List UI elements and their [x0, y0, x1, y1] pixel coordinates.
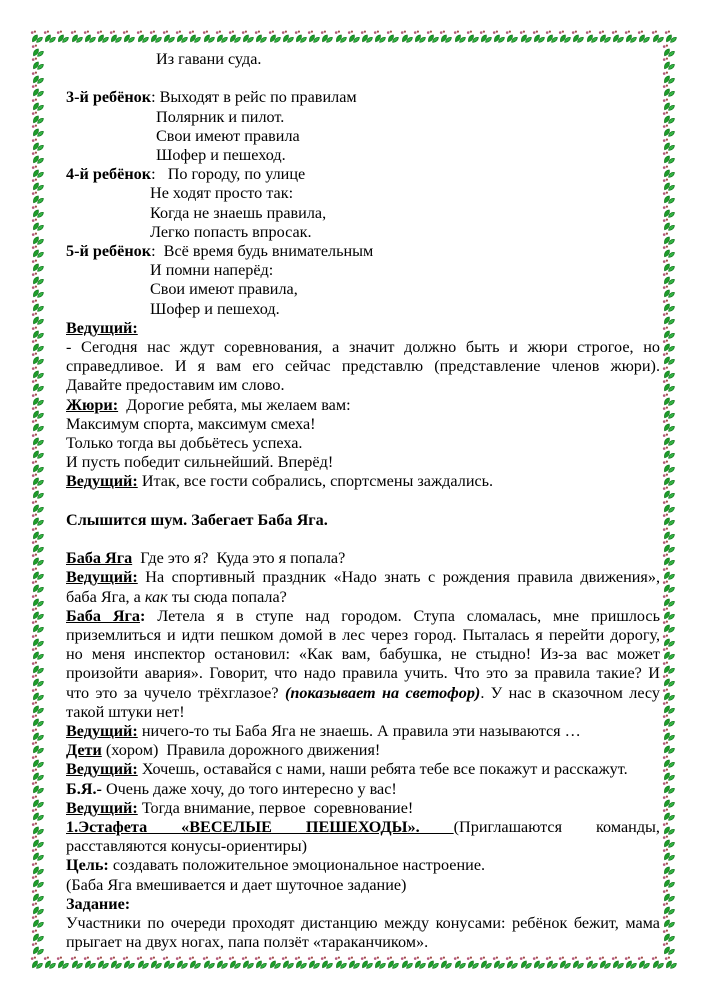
holly-sprig-icon	[31, 178, 44, 191]
holly-sprig-icon	[662, 567, 675, 580]
holly-sprig-icon	[558, 956, 571, 969]
holly-sprig-icon	[662, 245, 675, 258]
holly-sprig-icon	[31, 942, 44, 955]
holly-sprig-icon	[320, 30, 333, 43]
holly-sprig-icon	[31, 889, 44, 902]
holly-sprig-icon	[662, 98, 675, 111]
holly-sprig-icon	[307, 30, 320, 43]
decorative-border-top	[30, 30, 677, 44]
holly-sprig-icon	[31, 929, 44, 942]
holly-sprig-icon	[662, 339, 675, 352]
holly-sprig-icon	[31, 500, 44, 513]
holly-sprig-icon	[31, 151, 44, 164]
holly-sprig-icon	[31, 393, 44, 406]
holly-sprig-icon	[662, 205, 675, 218]
holly-sprig-icon	[662, 594, 675, 607]
holly-sprig-icon	[31, 111, 44, 124]
holly-sprig-icon	[31, 366, 44, 379]
holly-sprig-icon	[598, 30, 611, 43]
text-line: приземлиться и идти пешком домой в лес через город. Пыталась я перейти дорогу,	[66, 626, 660, 645]
holly-sprig-icon	[31, 406, 44, 419]
holly-sprig-icon	[70, 956, 83, 969]
holly-sprig-icon	[611, 956, 624, 969]
holly-sprig-icon	[400, 30, 413, 43]
holly-sprig-icon	[268, 956, 281, 969]
holly-sprig-icon	[545, 30, 558, 43]
holly-sprig-icon	[175, 30, 188, 43]
holly-sprig-icon	[662, 661, 675, 674]
holly-sprig-icon	[31, 915, 44, 928]
holly-sprig-icon	[453, 956, 466, 969]
holly-sprig-icon	[662, 285, 675, 298]
holly-sprig-icon	[31, 191, 44, 204]
holly-sprig-icon	[31, 848, 44, 861]
holly-sprig-icon	[571, 956, 584, 969]
holly-sprig-icon	[373, 30, 386, 43]
holly-sprig-icon	[241, 956, 254, 969]
holly-sprig-icon	[31, 553, 44, 566]
text-line: такой штуки нет!	[66, 702, 185, 721]
text-line: И помни наперёд:	[150, 261, 274, 280]
holly-sprig-icon	[662, 728, 675, 741]
holly-sprig-icon	[320, 956, 333, 969]
holly-sprig-icon	[31, 446, 44, 459]
holly-sprig-icon	[662, 460, 675, 473]
holly-sprig-icon	[611, 30, 624, 43]
holly-sprig-icon	[31, 433, 44, 446]
holly-sprig-icon	[662, 191, 675, 204]
holly-sprig-icon	[96, 956, 109, 969]
holly-sprig-icon	[439, 956, 452, 969]
holly-sprig-icon	[532, 30, 545, 43]
holly-sprig-icon	[215, 956, 228, 969]
text-line: Свои имеют правила,	[150, 280, 298, 299]
holly-sprig-icon	[122, 956, 135, 969]
holly-sprig-icon	[400, 956, 413, 969]
holly-sprig-icon	[122, 30, 135, 43]
holly-sprig-icon	[281, 30, 294, 43]
holly-sprig-icon	[30, 30, 43, 43]
holly-sprig-icon	[215, 30, 228, 43]
holly-sprig-icon	[662, 312, 675, 325]
holly-sprig-icon	[466, 956, 479, 969]
holly-sprig-icon	[662, 433, 675, 446]
text-line: Дети (хором) Правила дорожного движения!	[66, 741, 381, 760]
holly-sprig-icon	[662, 929, 675, 942]
holly-sprig-icon	[31, 902, 44, 915]
holly-sprig-icon	[31, 540, 44, 553]
holly-sprig-icon	[31, 822, 44, 835]
holly-sprig-icon	[31, 808, 44, 821]
text-line: Легко попасть впросак.	[150, 222, 312, 241]
holly-sprig-icon	[662, 124, 675, 137]
holly-sprig-icon	[505, 956, 518, 969]
holly-sprig-icon	[624, 956, 637, 969]
text-line: Не ходят просто так:	[150, 184, 294, 203]
holly-sprig-icon	[43, 30, 56, 43]
text-line: Б.Я.- Очень даже хочу, до того интересно у вас!	[66, 779, 397, 798]
holly-sprig-icon	[453, 30, 466, 43]
holly-sprig-icon	[281, 956, 294, 969]
holly-sprig-icon	[202, 956, 215, 969]
holly-sprig-icon	[386, 30, 399, 43]
holly-sprig-icon	[662, 84, 675, 97]
holly-sprig-icon	[479, 956, 492, 969]
holly-sprig-icon	[662, 915, 675, 928]
holly-sprig-icon	[662, 527, 675, 540]
holly-sprig-icon	[637, 956, 650, 969]
holly-sprig-icon	[228, 956, 241, 969]
holly-sprig-icon	[662, 714, 675, 727]
holly-sprig-icon	[532, 956, 545, 969]
holly-sprig-icon	[662, 795, 675, 808]
text-line: Полярник и пилот.	[156, 107, 285, 126]
holly-sprig-icon	[31, 312, 44, 325]
text-line: Когда не знаешь правила,	[150, 203, 327, 222]
holly-sprig-icon	[31, 835, 44, 848]
text-line: Цель: создавать положительное эмоциональное настроение.	[66, 856, 486, 875]
holly-sprig-icon	[56, 956, 69, 969]
holly-sprig-icon	[31, 620, 44, 633]
holly-sprig-icon	[268, 30, 281, 43]
holly-sprig-icon	[662, 781, 675, 794]
text-line: Участники по очереди проходят дистанцию между конусами: ребёнок бежит, мама	[66, 914, 660, 933]
holly-sprig-icon	[662, 165, 675, 178]
holly-sprig-icon	[664, 30, 677, 43]
holly-sprig-icon	[585, 956, 598, 969]
holly-sprig-icon	[31, 71, 44, 84]
holly-sprig-icon	[241, 30, 254, 43]
holly-sprig-icon	[662, 486, 675, 499]
holly-sprig-icon	[662, 406, 675, 419]
holly-sprig-icon	[662, 366, 675, 379]
holly-sprig-icon	[31, 57, 44, 70]
holly-sprig-icon	[662, 513, 675, 526]
text-line: баба Яга, а как ты сюда попала?	[66, 587, 287, 606]
text-line: Слышится шум. Забегает Баба Яга.	[66, 510, 328, 529]
holly-sprig-icon	[662, 553, 675, 566]
holly-sprig-icon	[662, 902, 675, 915]
holly-sprig-icon	[31, 513, 44, 526]
holly-sprig-icon	[70, 30, 83, 43]
holly-sprig-icon	[662, 138, 675, 151]
text-line: Ведущий: Хочешь, оставайся с нами, наши ребята тебе все покажут и расскажут.	[66, 760, 628, 779]
holly-sprig-icon	[31, 44, 44, 57]
holly-sprig-icon	[479, 30, 492, 43]
holly-sprig-icon	[662, 299, 675, 312]
holly-sprig-icon	[519, 30, 532, 43]
holly-sprig-icon	[662, 580, 675, 593]
holly-sprig-icon	[31, 594, 44, 607]
text-line: Ведущий: Тогда внимание, первое соревнование!	[66, 798, 414, 817]
holly-sprig-icon	[31, 755, 44, 768]
holly-sprig-icon	[662, 808, 675, 821]
document-body	[66, 50, 660, 953]
holly-sprig-icon	[228, 30, 241, 43]
holly-sprig-icon	[662, 71, 675, 84]
text-line: произойти авария». Говорит, что надо правила учить. Что это за правила такие? И	[66, 664, 660, 683]
holly-sprig-icon	[31, 205, 44, 218]
holly-sprig-icon	[31, 124, 44, 137]
holly-sprig-icon	[31, 567, 44, 580]
holly-sprig-icon	[334, 30, 347, 43]
holly-sprig-icon	[466, 30, 479, 43]
holly-sprig-icon	[386, 956, 399, 969]
holly-sprig-icon	[31, 688, 44, 701]
holly-sprig-icon	[31, 419, 44, 432]
holly-sprig-icon	[56, 30, 69, 43]
holly-sprig-icon	[347, 30, 360, 43]
holly-sprig-icon	[662, 942, 675, 955]
holly-sprig-icon	[662, 473, 675, 486]
holly-sprig-icon	[31, 674, 44, 687]
holly-sprig-icon	[426, 956, 439, 969]
holly-sprig-icon	[492, 956, 505, 969]
holly-sprig-icon	[31, 138, 44, 151]
holly-sprig-icon	[662, 889, 675, 902]
holly-sprig-icon	[662, 862, 675, 875]
text-line: 3-й ребёнок: Выходят в рейс по правилам	[66, 88, 357, 107]
holly-sprig-icon	[31, 728, 44, 741]
holly-sprig-icon	[43, 956, 56, 969]
text-line: но меня инспектор остановил: «Как вам, бабушка, не стыдно! Из-за вас может	[66, 645, 660, 664]
holly-sprig-icon	[31, 661, 44, 674]
holly-sprig-icon	[31, 245, 44, 258]
text-line: Ведущий:	[66, 318, 138, 337]
holly-sprig-icon	[662, 393, 675, 406]
text-line: справедливое. И я вам его сейчас представлю (представление членов жюри).	[66, 357, 660, 376]
holly-sprig-icon	[624, 30, 637, 43]
holly-sprig-icon	[31, 339, 44, 352]
holly-sprig-icon	[662, 218, 675, 231]
holly-sprig-icon	[136, 30, 149, 43]
holly-sprig-icon	[662, 835, 675, 848]
holly-sprig-icon	[662, 848, 675, 861]
holly-sprig-icon	[662, 822, 675, 835]
holly-sprig-icon	[83, 956, 96, 969]
holly-sprig-icon	[254, 956, 267, 969]
holly-sprig-icon	[31, 326, 44, 339]
holly-sprig-icon	[31, 634, 44, 647]
holly-sprig-icon	[413, 956, 426, 969]
holly-sprig-icon	[662, 326, 675, 339]
holly-sprig-icon	[31, 232, 44, 245]
text-line: Максимум спорта, максимум смеха!	[66, 414, 316, 433]
text-line: расставляются конусы-ориентиры)	[66, 837, 308, 856]
decorative-border-left	[31, 44, 45, 956]
holly-sprig-icon	[662, 688, 675, 701]
holly-sprig-icon	[662, 44, 675, 57]
holly-sprig-icon	[31, 862, 44, 875]
holly-sprig-icon	[662, 419, 675, 432]
holly-sprig-icon	[598, 956, 611, 969]
holly-sprig-icon	[162, 956, 175, 969]
holly-sprig-icon	[31, 272, 44, 285]
holly-sprig-icon	[31, 741, 44, 754]
holly-sprig-icon	[664, 956, 677, 969]
text-line: что это за чучело трёхглазое? (показывает на светофор). У нас в сказочном лесу	[66, 683, 660, 702]
decorative-border-right	[662, 44, 676, 956]
holly-sprig-icon	[31, 379, 44, 392]
holly-sprig-icon	[662, 379, 675, 392]
text-line: - Сегодня нас ждут соревнования, а значит должно быть и жюри строгое, но	[66, 338, 660, 357]
holly-sprig-icon	[558, 30, 571, 43]
holly-sprig-icon	[31, 84, 44, 97]
blank-line	[66, 69, 660, 88]
text-line: Свои имеют правила	[156, 126, 300, 145]
text-line: Шофер и пешеход.	[150, 299, 280, 318]
blank-line	[66, 492, 660, 511]
decorative-border-bottom	[30, 956, 677, 970]
text-line: Только тогда вы добьётесь успеха.	[66, 434, 303, 453]
holly-sprig-icon	[662, 634, 675, 647]
holly-sprig-icon	[31, 98, 44, 111]
holly-sprig-icon	[662, 620, 675, 633]
text-line: Ведущий: На спортивный праздник «Надо знать с рождения правила движения»,	[66, 568, 660, 587]
holly-sprig-icon	[439, 30, 452, 43]
holly-sprig-icon	[571, 30, 584, 43]
text-line: 1.Эстафета «ВЕСЕЛЫЕ ПЕШЕХОДЫ». (Приглашаются команды,	[66, 818, 660, 837]
holly-sprig-icon	[662, 647, 675, 660]
holly-sprig-icon	[347, 956, 360, 969]
holly-sprig-icon	[96, 30, 109, 43]
holly-sprig-icon	[662, 875, 675, 888]
holly-sprig-icon	[426, 30, 439, 43]
holly-sprig-icon	[83, 30, 96, 43]
holly-sprig-icon	[662, 674, 675, 687]
text-line: Давайте предоставим им слово.	[66, 376, 285, 395]
holly-sprig-icon	[31, 218, 44, 231]
holly-sprig-icon	[31, 486, 44, 499]
holly-sprig-icon	[162, 30, 175, 43]
holly-sprig-icon	[188, 956, 201, 969]
holly-sprig-icon	[662, 755, 675, 768]
holly-sprig-icon	[31, 299, 44, 312]
holly-sprig-icon	[31, 527, 44, 540]
holly-sprig-icon	[651, 30, 664, 43]
holly-sprig-icon	[662, 540, 675, 553]
holly-sprig-icon	[109, 30, 122, 43]
holly-sprig-icon	[31, 165, 44, 178]
holly-sprig-icon	[662, 741, 675, 754]
text-line: Баба Яга: Летела я в ступе над городом. Ступа сломалась, мне пришлось	[66, 606, 660, 625]
holly-sprig-icon	[31, 795, 44, 808]
text-line: Ведущий: ничего-то ты Баба Яга не знаешь. А правила эти называются …	[66, 722, 581, 741]
holly-sprig-icon	[637, 30, 650, 43]
holly-sprig-icon	[662, 768, 675, 781]
holly-sprig-icon	[662, 607, 675, 620]
holly-sprig-icon	[662, 272, 675, 285]
holly-sprig-icon	[662, 352, 675, 365]
holly-sprig-icon	[136, 956, 149, 969]
holly-sprig-icon	[505, 30, 518, 43]
holly-sprig-icon	[585, 30, 598, 43]
holly-sprig-icon	[373, 956, 386, 969]
holly-sprig-icon	[662, 57, 675, 70]
holly-sprig-icon	[31, 473, 44, 486]
holly-sprig-icon	[31, 701, 44, 714]
holly-sprig-icon	[31, 607, 44, 620]
holly-sprig-icon	[202, 30, 215, 43]
text-line: 5-й ребёнок: Всё время будь внимательным	[66, 242, 374, 261]
holly-sprig-icon	[662, 232, 675, 245]
holly-sprig-icon	[360, 956, 373, 969]
holly-sprig-icon	[360, 30, 373, 43]
holly-sprig-icon	[31, 460, 44, 473]
holly-sprig-icon	[662, 500, 675, 513]
text-line: Ведущий: Итак, все гости собрались, спортсмены заждались.	[66, 472, 494, 491]
holly-sprig-icon	[149, 956, 162, 969]
text-line: И пусть победит сильнейший. Вперёд!	[66, 453, 334, 472]
holly-sprig-icon	[662, 178, 675, 191]
holly-sprig-icon	[413, 30, 426, 43]
holly-sprig-icon	[307, 956, 320, 969]
holly-sprig-icon	[662, 446, 675, 459]
text-line: Шофер и пешеход.	[156, 146, 286, 164]
holly-sprig-icon	[31, 768, 44, 781]
blank-line	[66, 530, 660, 549]
text-line: Баба Яга Где это я? Куда это я попала?	[66, 549, 346, 568]
holly-sprig-icon	[31, 781, 44, 794]
holly-sprig-icon	[254, 30, 267, 43]
holly-sprig-icon	[175, 956, 188, 969]
text-line: прыгает на двух ногах, папа ползёт «тараканчиком».	[66, 933, 429, 952]
holly-sprig-icon	[651, 956, 664, 969]
holly-sprig-icon	[30, 956, 43, 969]
holly-sprig-icon	[31, 647, 44, 660]
holly-sprig-icon	[149, 30, 162, 43]
holly-sprig-icon	[31, 875, 44, 888]
text-line: Жюри: Дорогие ребята, мы желаем вам:	[66, 395, 351, 414]
holly-sprig-icon	[334, 956, 347, 969]
holly-sprig-icon	[662, 111, 675, 124]
holly-sprig-icon	[31, 580, 44, 593]
text-line: 4-й ребёнок: По городу, по улице	[66, 165, 306, 184]
text-line: Из гавани суда.	[156, 50, 262, 68]
text-line: Задание:	[66, 894, 131, 913]
holly-sprig-icon	[31, 285, 44, 298]
holly-sprig-icon	[662, 151, 675, 164]
holly-sprig-icon	[31, 352, 44, 365]
holly-sprig-icon	[662, 259, 675, 272]
text-line: (Баба Яга вмешивается и дает шуточное задание)	[66, 875, 407, 894]
holly-sprig-icon	[519, 956, 532, 969]
holly-sprig-icon	[294, 956, 307, 969]
holly-sprig-icon	[545, 956, 558, 969]
holly-sprig-icon	[662, 701, 675, 714]
holly-sprig-icon	[188, 30, 201, 43]
holly-sprig-icon	[294, 30, 307, 43]
holly-sprig-icon	[31, 259, 44, 272]
holly-sprig-icon	[31, 714, 44, 727]
holly-sprig-icon	[109, 956, 122, 969]
holly-sprig-icon	[492, 30, 505, 43]
